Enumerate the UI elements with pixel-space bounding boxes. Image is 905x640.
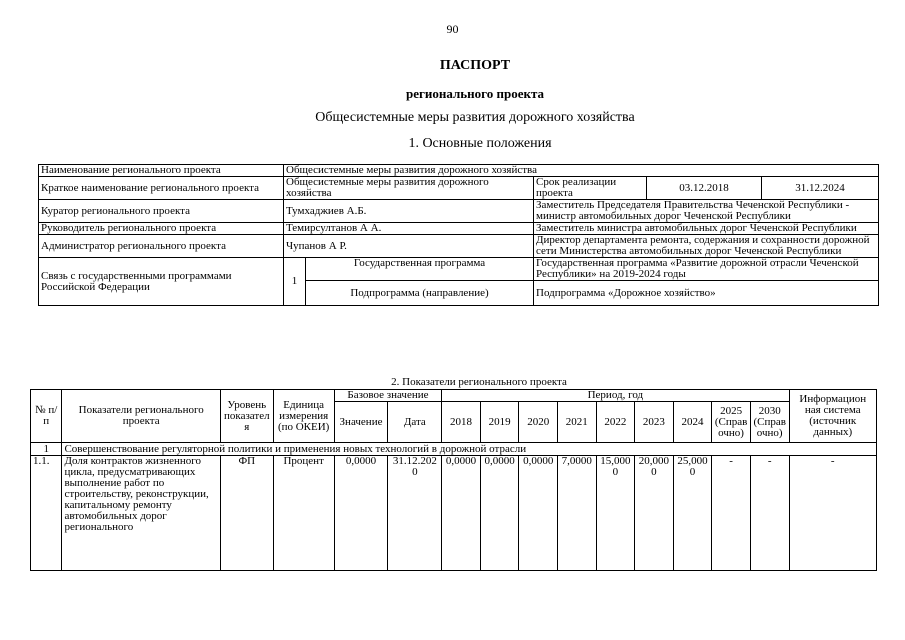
header-year: 2022 — [596, 402, 635, 443]
row-value: 0,0000 — [519, 456, 558, 571]
section1-title: 1. Основные положения — [408, 136, 552, 151]
header-base: Базовое значение — [334, 390, 442, 402]
header-year: 2023 — [635, 402, 674, 443]
header-year: 2018 — [442, 402, 481, 443]
table-row — [39, 235, 879, 258]
head-position: Заместитель министра автомобильных дорог Чеченской Республики — [534, 223, 879, 235]
gov-program-value: Государственная программа «Развитие дорожной отрасли Чеченской Республики» на 2019-2024 годы — [534, 258, 879, 281]
row-unit: Процент — [273, 456, 334, 571]
row-value: 0,0000 — [480, 456, 519, 571]
table-header-row — [31, 390, 877, 402]
header-info: Информацион ная система (источник данных) — [789, 390, 877, 443]
head-name: Темирсултанов А А. — [284, 223, 534, 235]
row-info: - — [789, 456, 877, 571]
section2-title: 2. Показатели регионального проекта — [391, 376, 567, 388]
header-year: 2030 (Справ очно) — [750, 402, 789, 443]
head-label: Руководитель регионального проекта — [39, 223, 284, 235]
start-date: 03.12.2018 — [647, 177, 762, 200]
header-year: 2021 — [557, 402, 596, 443]
section-row — [31, 443, 877, 456]
indicators-table — [30, 389, 877, 571]
header-level: Уровень показател я — [220, 390, 273, 443]
header-base-value: Значение — [334, 402, 388, 443]
header-num: № п/п — [31, 390, 62, 443]
header-year: 2019 — [480, 402, 519, 443]
table-row — [39, 258, 879, 281]
basic-provisions-table — [38, 164, 879, 306]
row-value: 0,0000 — [442, 456, 481, 571]
short-value: Общесистемные меры развития дорожного хозяйства — [284, 177, 534, 200]
table-row — [39, 200, 879, 223]
name-value: Общесистемные меры развития дорожного хозяйства — [284, 165, 879, 177]
header-period: Период, год — [442, 390, 789, 402]
short-label: Краткое наименование регионального проекта — [39, 177, 284, 200]
header-year: 2025 (Справ очно) — [712, 402, 751, 443]
page-number: 90 — [446, 22, 459, 36]
curator-label: Куратор регионального проекта — [39, 200, 284, 223]
header-unit: Единица измерения (по ОКЕИ) — [273, 390, 334, 443]
admin-name: Чупанов А Р. — [284, 235, 534, 258]
curator-position: Заместитель Председателя Правительства Чеченской Республики - министр автомобильных дорог Чеченской Республики — [534, 200, 879, 223]
end-date: 31.12.2024 — [762, 177, 879, 200]
header-base-date: Дата — [388, 402, 442, 443]
header-year: 2024 — [673, 402, 712, 443]
gov-program-label: Государственная программа — [306, 258, 534, 281]
section-num: 1 — [31, 443, 62, 456]
term-label: Срок реализации проекта — [534, 177, 647, 200]
row-num: 1.1. — [31, 456, 62, 571]
curator-name: Тумхаджиев А.Б. — [284, 200, 534, 223]
row-value: - — [712, 456, 751, 571]
row-base-value: 0,0000 — [334, 456, 388, 571]
table-row — [39, 223, 879, 235]
section-text: Совершенствование регуляторной политики и применения новых технологий в дорожной отрасли — [62, 443, 877, 456]
row-value: 7,0000 — [557, 456, 596, 571]
document-subtitle: регионального проекта — [405, 86, 544, 101]
link-label: Связь с государственными программами Российской Федерации — [39, 258, 284, 306]
row-value: 25,0000 — [673, 456, 712, 571]
admin-label: Администратор регионального проекта — [39, 235, 284, 258]
table-row — [39, 165, 879, 177]
header-year: 2020 — [519, 402, 558, 443]
row-level: ФП — [220, 456, 273, 571]
row-value: 20,0000 — [635, 456, 674, 571]
table-row — [39, 177, 879, 200]
admin-position: Директор департамента ремонта, содержания и сохранности дорожной сети Министерства автомобильных дорог Чеченской Республики — [534, 235, 879, 258]
row-value: - — [750, 456, 789, 571]
subprogram-label: Подпрограмма (направление) — [306, 281, 534, 306]
link-num: 1 — [284, 258, 306, 306]
subprogram-value: Подпрограмма «Дорожное хозяйство» — [534, 281, 879, 306]
table-row — [31, 456, 877, 571]
row-name: Доля контрактов жизненного цикла, предусматривающих выполнение работ по строительству, реконструкции, капитальному ремонту автомобильных дорог регионального — [62, 456, 220, 571]
name-label: Наименование регионального проекта — [39, 165, 284, 177]
document-title: ПАСПОРТ — [439, 58, 511, 73]
header-name: Показатели регионального проекта — [62, 390, 220, 443]
row-base-date: 31.12.2020 — [388, 456, 442, 571]
row-value: 15,0000 — [596, 456, 635, 571]
project-name: Общесистемные меры развития дорожного хозяйства — [315, 110, 635, 125]
